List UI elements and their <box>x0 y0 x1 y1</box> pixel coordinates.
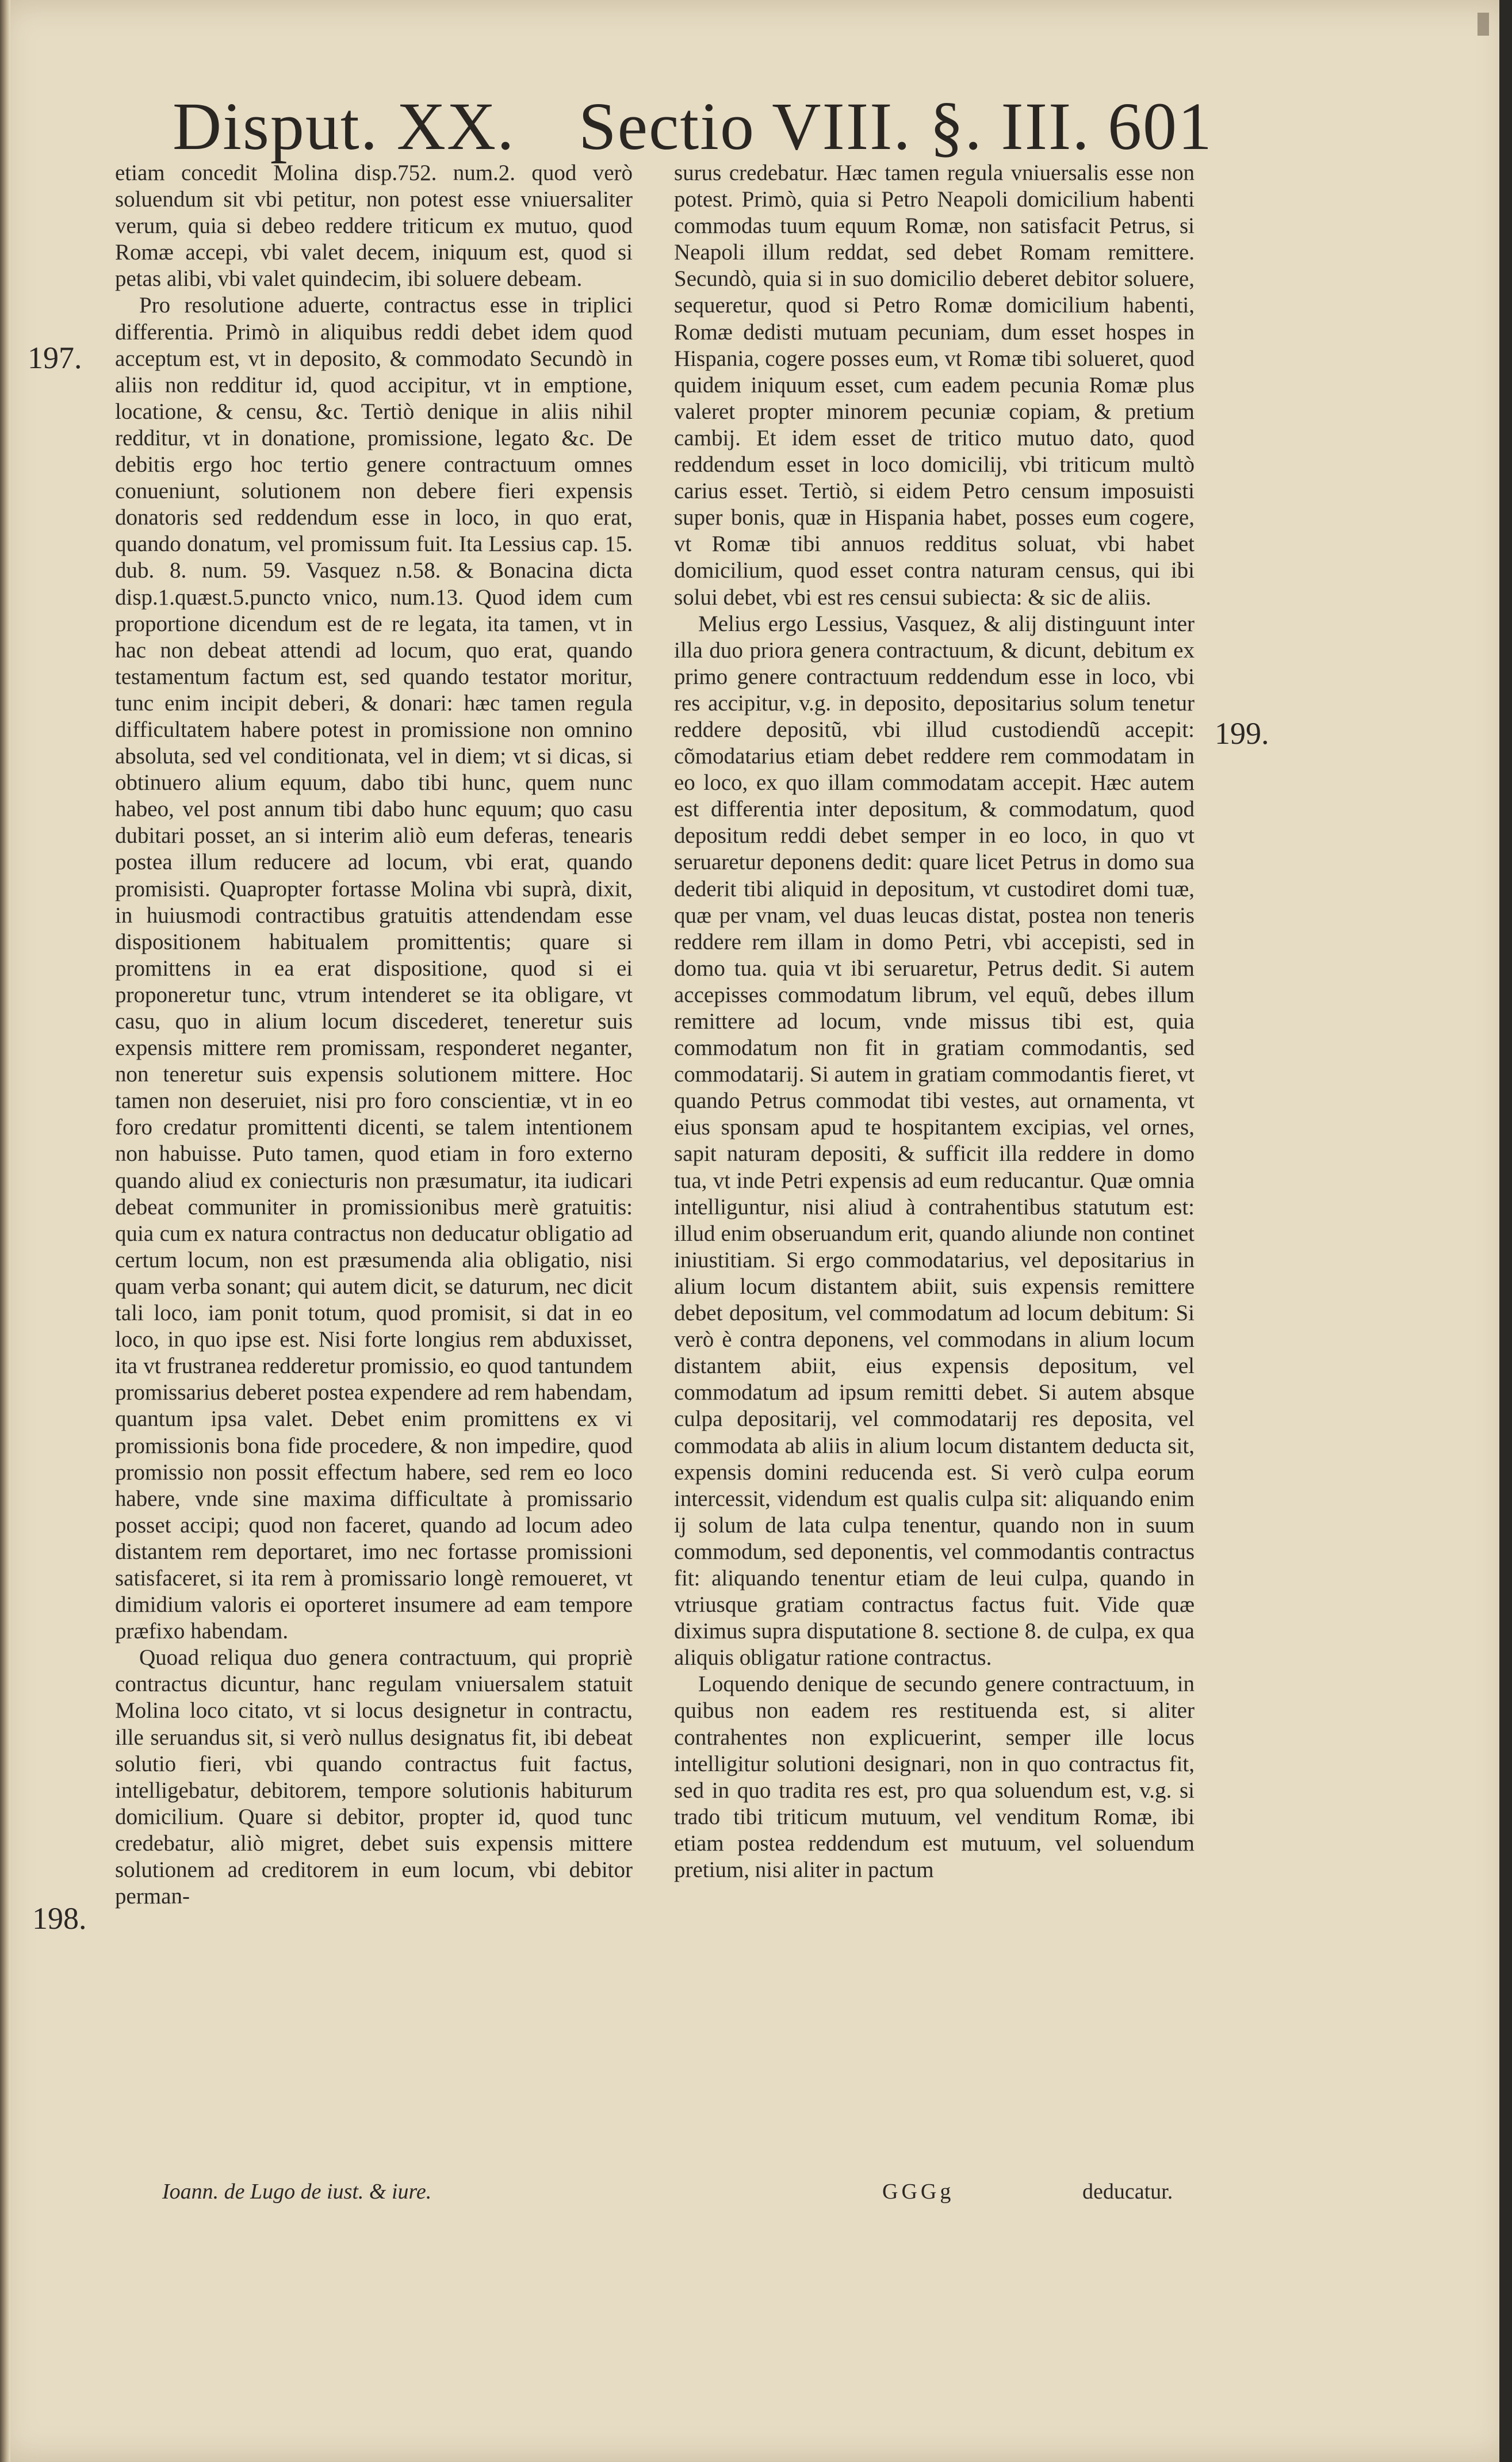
paragraph: etiam concedit Molina disp.752. num.2. quod verò soluendum sit vbi petitur, non potest esse vniuersaliter verum, quia si debeo reddere triticum ex mutuo, quod Romæ accepi, vbi valet decem, iniquum est, quod si petas alibi, vbi valet quindecim, ibi soluere debeam. <box>115 160 633 292</box>
margin-number-197: 197. <box>28 341 82 375</box>
right-column <box>674 160 1195 2219</box>
margin-number-198: 198. <box>32 1901 87 1936</box>
paragraph: Quoad reliqua duo genera contractuum, qui propriè contractus dicuntur, hanc regulam vniuersalem statuit Molina loco citato, vt si locus designetur in contractu, ille seruandus sit, si verò nullus designatus fit, ibi debeat solutio fieri, vbi quando contractus fuit factus, intelligebatur, debitorem, tempore solutionis habiturum domicilium. Quare si debitor, propter id, quod tunc credebatur, aliò migret, debet suis expensis mittere solutionem ad creditorem in eum locum, vbi debitor perman- <box>115 1645 633 1909</box>
paragraph: Pro resolutione aduerte, contractus esse in triplici differentia. Primò in aliquibus reddi debet idem quod acceptum est, vt in deposito, & commodato Secundò in aliis non redditur id, quod accipitur, vt in emptione, locatione, & censu, &c. Tertiò denique in aliis nihil redditur, vt in donatione, promissione, legato &c. De debitis ergo hoc tertio genere contractuum omnes conueniunt, solutionem non debere fieri expensis donatoris sed reddendum esse in loco, in quo erat, quando donatum, vel promissum fuit. Ita Lessius cap. 15. dub. 8. num. 59. Vasquez n.58. & Bonacina dicta disp.1.quæst.5.puncto vnico, num.13. Quod idem cum proportione dicendum est de re legata, ita tamen, vt in hac non debeat attendi ad locum, quo erat, quando testamentum factum est, sed quando testator moritur, tunc enim incipit deberi, & donari: hæc tamen regula difficultatem habere potest in promissione non omnino absoluta, sed vel conditionata, vel in diem; vt si dicas, si obtinuero alium equum, dabo tibi hunc, quem nunc habeo, vel post annum tibi dabo hunc equum; quo casu dubitari posset, an si interim aliò eum deferas, tenearis postea illum reducere ad locum, vbi erat, quando promisisti. Quapropter fortasse Molina vbi suprà, dixit, in huiusmodi contractibus gratuitis attendendam esse dispositionem habitualem promittentis; quare si promittens in ea erat dispositione, quod si ei proponeretur tunc, vtrum intenderet se ita obligare, vt casu, quo in alium locum discederet, teneretur suis expensis mittere rem promissam, responderet neganter, non teneretur suis expensis solutionem mittere. Hoc tamen non deseruiet, nisi pro foro conscientiæ, vt in eo foro credatur promittenti dicenti, se talem intentionem non habuisse. Puto tamen, quod etiam in foro externo quando aliud ex coniecturis non præsumatur, ita iudicari debeat communiter in promissionibus merè gratuitis: quia cum ex natura contractus non deducatur obligatio ad certum locum, non est præsumenda alia obligatio, nisi quam verba sonant; qui autem dicit, se daturum, nec dicit tali loco, iam ponit totum, quod promisit, si dat in eo loco, in quo ipse est. Nisi forte longius rem abduxisset, ita vt frustranea redderetur promissio, eo quod tantundem promissarius deberet postea expendere ad rem habendam, quantum ipsa valet. Debet enim promittens ex vi promissionis bona fide procedere, & non impedire, quod promissio non possit effectum habere, sed rem eo loco habere, vnde sine maxima difficultate à promissario posset accipi; quod non faceret, quando ad locum adeo distantem rem deportaret, imo nec fortasse promissioni satisfaceret, si ita rem à promissario longè remoueret, vt dimidium valoris ei oporteret insumere ad eam tempore præfixo habendam. <box>115 293 633 1644</box>
catchword: deducatur. <box>1082 2180 1173 2204</box>
running-header <box>173 83 1213 170</box>
gutter-shadow <box>0 0 10 2462</box>
paragraph: Melius ergo Lessius, Vasquez, & alij distinguunt inter illa duo priora genera contractuum, & dicunt, debitum ex primo genere contractuum reddendum esse in loco, vbi res accipitur, v.g. in deposito, depositarius solum tenetur reddere depositũ, vbi illud custodiendũ accepit: cõmodatarius etiam debet reddere rem commodatam in eo loco, ex quo illam commodatam accepit. Hæc autem est differentia inter depositum, & commodatum, quod depositum reddi debet semper in eo loco, in quo vt seruaretur deponens dedit: quare licet Petrus in domo sua dederit tibi aliquid in depositum, vt custodiret domi tuæ, quæ per vnam, vel duas leucas distat, postea non teneris reddere rem illam in domo Petri, vbi accepisti, sed in domo tua. quia vt ibi seruaretur, Petrus dedit. Si autem accepisses commodatum librum, vel equũ, debes illum remittere ad locum, vnde missus tibi est, quia commodatum non fit in gratiam commodantis, sed commodatarij. Si autem in gratiam commodantis fieret, vt quando Petrus commodat tibi vestes, aut ornamenta, vt eius sponsam apud te hospitantem excipias, vel ornes, sapit naturam depositi, & sufficit illa reddere in domo tua, vt inde Petri expensis ad eum reducantur. Quæ omnia intelliguntur, nisi aliud à contrahentibus statutum est: illud enim obseruandum erit, quando aliunde non continet iniustitiam. Si ergo commodatarius, vel depositarius in alium locum distantem abiit, suis expensis remittere debet depositum, vel commodatum ad locum debitum: Si verò è contra deponens, vel commodans in alium locum distantem abiit, eius expensis depositum, vel commodatum ad ipsum remitti debet. Si autem absque culpa depositarij, vel commodatarij res deposita, vel commodata ab aliis in alium locum distantem deducta sit, expensis domini reducenda est. Si verò culpa eorum intercessit, videndum est qualis culpa sit: aliquando enim ij solum de lata culpa tenentur, quando non in suum commodum, sed deponentis, vel commodantis contractus fit: aliquando tenentur etiam de leui culpa, quando in vtriusque gratiam contractus factus fuit. Vide quæ diximus supra disputatione 8. sectione 8. de culpa, ex qua aliquis obligatur ratione contractus. <box>674 611 1195 1670</box>
running-footer-title: Ioann. de Lugo de iust. & iure. <box>162 2180 432 2204</box>
paragraph: surus credebatur. Hæc tamen regula vniuersalis esse non potest. Primò, quia si Petro Neapoli domicilium habenti commodas tuum equum Romæ, non satisfacit Petrus, si Neapoli illum reddat, sed debet Romam remittere. Secundò, quia si in suo domicilio deberet debitor soluere, sequeretur, quod si Petro Romæ domicilium habenti, Romæ dedisti mutuam pecuniam, dum esset hospes in Hispania, cogere posses eum, vt Romæ tibi solueret, quod quidem iniquum esset, cum eadem pecunia Romæ plus valeret propter minorem pecuniæ copiam, & pretium cambij. Et idem esset de tritico mutuo dato, quod reddendum esset in loco domicilij, vbi triticum multò carius esset. Tertiò, si eidem Petro censum imposuisti super bonis, quæ in Hispania habet, posses eum cogere, vt Romæ tibi annuos redditus soluat, vbi habet domicilium, quod esset contra naturam census, qui ibi solui debet, vbi est res censui subiecta: & sic de aliis. <box>674 160 1195 610</box>
page-number: 601 <box>1108 89 1213 164</box>
scan-border <box>1499 0 1512 2462</box>
paragraph: Loquendo denique de secundo genere contractuum, in quibus non eadem res restituenda est, si aliter contrahentes non explicuerint, semper ille locus intelligitur solutioni designari, non in quo contractus fit, sed in quo tradita res est, pro qua soluendum est, v.g. si trado tibi triticum mutuum, vel venditum Romæ, ibi etiam postea reddendum est mutuum, vel soluendum pretium, nisi aliter in pactum <box>674 1672 1195 1882</box>
disputation-title: Disput. XX. <box>173 89 515 164</box>
margin-number-199: 199. <box>1215 716 1269 751</box>
left-column <box>115 160 633 2219</box>
section-title: Sectio VIII. §. III. <box>579 89 1090 164</box>
page-corner-mark <box>1477 13 1489 36</box>
signature-mark: GGGg <box>882 2180 955 2204</box>
